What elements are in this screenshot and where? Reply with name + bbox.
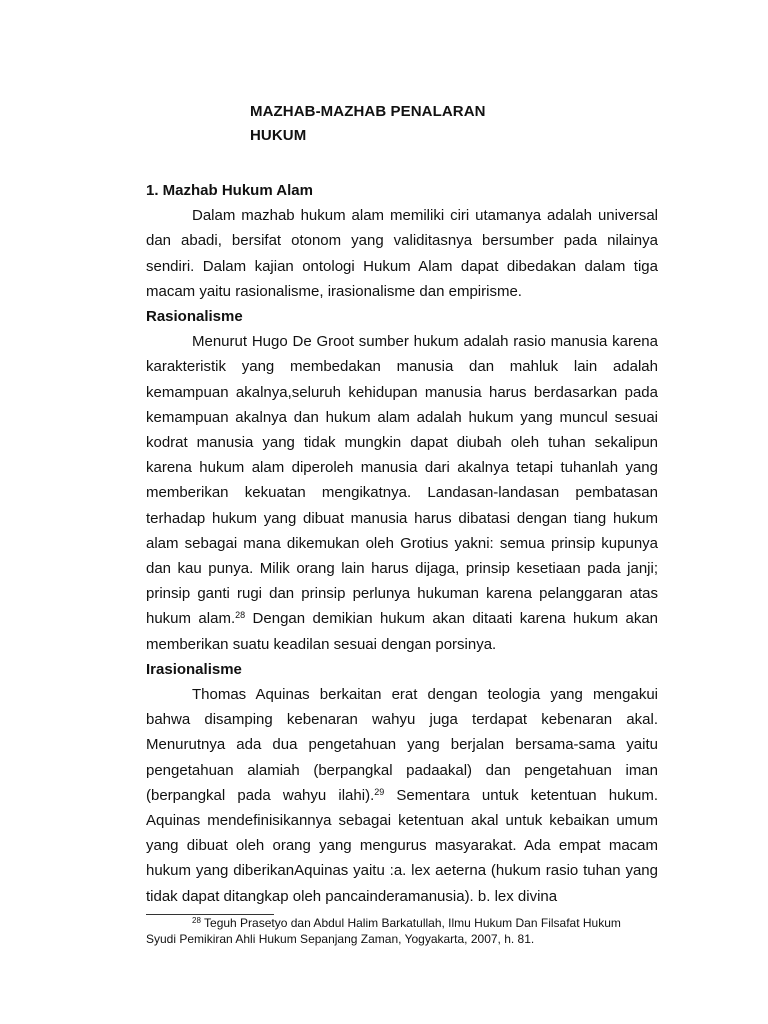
- footnote-line-2: Syudi Pemikiran Ahli Hukum Sepanjang Zaman, Yogyakarta, 2007, h. 81.: [146, 931, 535, 946]
- paragraph-hukum-alam: Dalam mazhab hukum alam memiliki ciri utamanya adalah universal dan abadi, bersifat otonom yang validitasnya bersumber pada nilainya sendiri. Dalam kajian ontologi Hukum Alam dapat dibedakan dalam tiga macam yaitu rasionalisme, irasionalisme dan empirisme.: [146, 207, 658, 300]
- section-heading-rasionalisme: Rasionalisme: [146, 308, 243, 326]
- footnote-text-1: Teguh Prasetyo dan Abdul Halim Barkatullah, Ilmu Hukum Dan Filsafat Hukum: [200, 916, 621, 930]
- footnote: [146, 916, 666, 947]
- footnote-divider: [146, 914, 274, 915]
- footnote-ref-29: 29: [374, 786, 385, 797]
- footnote-line-1: [146, 916, 666, 932]
- paragraph-rasionalisme-part1: Menurut Hugo De Groot sumber hukum adalah rasio manusia karena karakteristik yang membedakan manusia dan mahluk lain adalah kemampuan akalnya,seluruh kehidupan manusia harus berdasarkan pada kemampuan akalnya dan hukum alam adalah hukum yang muncul sesuai kodrat manusia yang tidak mungkin dapat diubah oleh tuhan sekalipun karena hukum alam diperoleh manusia dari akalnya tetapi tuhanlah yang memberikan kekuatan mengikatnya. Landasan-landasan pembatasan terhadap hukum yang dibuat manusia harus dibatasi dengan tiang hukum alam sebagai mana dikemukan oleh Grotius yakni: semua prinsip kupunya dan kau punya. Milik orang lain harus dijaga, prinsip kesetiaan pada janji; prinsip ganti rugi dan prinsip perlunya hukuman karena pelanggaran atas hukum alam.: [146, 333, 658, 628]
- footnote-ref-28: 28: [235, 610, 246, 621]
- section-heading-irasionalisme: Irasionalisme: [146, 660, 242, 678]
- paragraph-irasionalisme-part2: Sementara untuk ketentuan hukum. Aquinas mendefinisikannya sebagai ketentuan akal untuk kebaikan umum yang dibuat oleh orang yang mengurus masyarakat. Ada empat macam hukum yang diberikanAquinas yaitu :a. lex aeterna (hukum rasio tuhan yang tidak dapat ditangkap oleh pancainderamanusia). b. lex divina: [146, 786, 658, 905]
- paragraph-irasionalisme-part1: Thomas Aquinas berkaitan erat dengan teologia yang mengakui bahwa disamping kebenaran wahyu juga terdapat kebenaran akal. Menurutnya ada dua pengetahuan yang berjalan bersama-sama yaitu pengetahuan alamiah (berpangkal padaakal) dan pengetahuan iman (berpangkal pada wahyu ilahi).: [146, 686, 658, 804]
- paragraph-irasionalisme: [146, 682, 658, 909]
- document-body: [146, 178, 658, 909]
- paragraph-rasionalisme: [146, 329, 658, 657]
- title-line-1: MAZHAB-MAZHAB PENALARAN: [250, 103, 486, 120]
- footnote-number: 28: [192, 916, 201, 925]
- paragraph-rasionalisme-part2: Dengan demikian hukum akan ditaati karena hukum akan memberikan suatu keadilan sesuai dengan porsinya.: [146, 610, 659, 653]
- section-heading-mazhab-hukum-alam: 1. Mazhab Hukum Alam: [146, 182, 313, 199]
- title-line-2: HUKUM: [250, 127, 307, 144]
- document-title: [250, 100, 486, 148]
